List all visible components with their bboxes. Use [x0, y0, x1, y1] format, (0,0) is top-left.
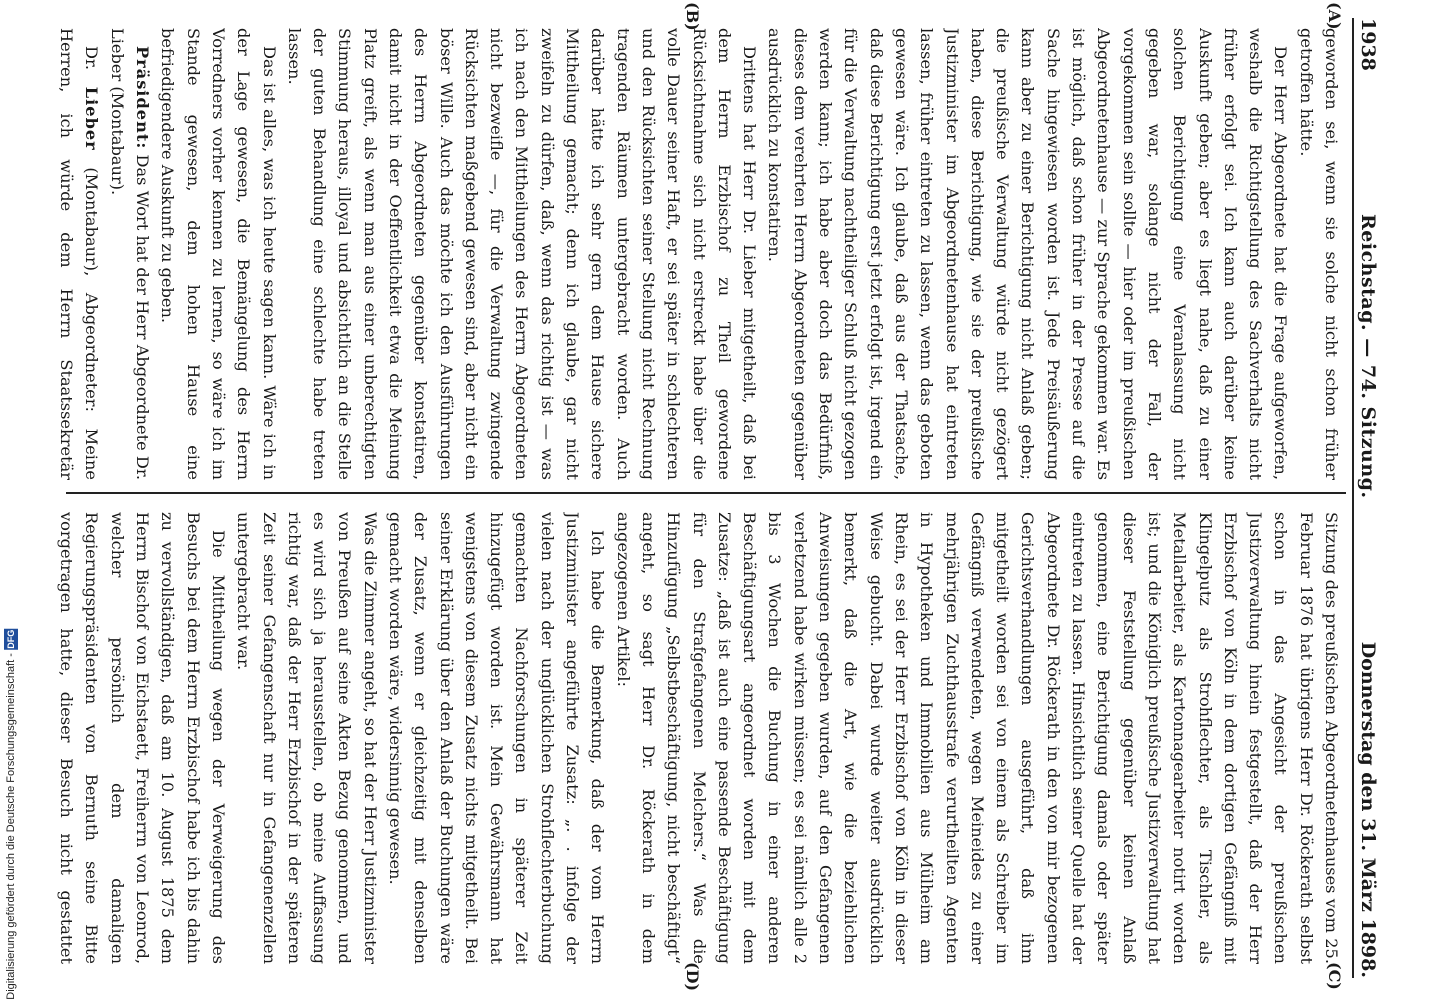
speaker-name: Präsident: [133, 46, 153, 150]
speech-text: Das Wort hat der Herr Abgeordnete Dr. Lieber (Montabaur). [107, 28, 153, 480]
paragraph: Sitzung des preußischen Abgeordnetenhauses vom 25. Februar 1876 hat übrigens Herr Dr. Röckerath selbst schon in das Angesicht der preußischen Justizverwaltung hinein festgestellt, daß der Herr Erzbischof von Köln in dem dortigen Gefängniß mit Klingelputz als Strohflechter, als Tischler, als Metallarbeiter, als Kartonnagearbeiter notirt worden ist; und die Königlich preußische Justizverwaltung hat dieser Feststellung gegenüber keinen Anlaß genommen, eine Berichtigung damals oder später eintreten zu lassen. Hinsichtlich seiner Quelle hat der Abgeordnete Dr. Röckerath in den von mir bezogenen Gerichtsverhandlungen ausgeführt, daß ihm mitgetheilt worden sei von einem als Schreiber im Gefängniß verwendeten, wegen Meineides zu einer mehrjährigen Zuchthausstrafe verurtheilten Agenten in Hypotheken und Immobilien aus Mülheim am Rhein, es sei der Herr Erzbischof von Köln in dieser Weise gebucht. Dabei wurde weiter ausdrücklich bemerkt, daß die Art, wie die beziehlichen Anweisungen gegeben wurden, auf den Gefangenen verletzend habe wirken müssen; es sei nämlich alle 2 bis 3 Wochen die Buchung in einer anderen Beschäftigungsart angeordnet worden mit dem Zusatze: „daß ist auch eine passende Beschäftigung für den Strafgefangenen Melchers.“ Was die Hinzufügung „Selbstbeschäftigung, nicht beschäftigt“ angeht, so sagt Herr Dr. Röckerath in dem angezogenen Artikel: [613, 512, 1341, 964]
margin-marker-d: (D) [683, 962, 702, 992]
newspaper-page [6, 0, 1392, 1000]
dfg-logo: DFG [6, 630, 16, 650]
column-divider [66, 492, 1346, 494]
credit-text: Digitalisierung gefördert durch die Deutsche Forschungsgemeinschaft - [5, 653, 17, 1000]
margin-marker-c: (C) [1325, 962, 1344, 990]
session-date: Donnerstag den 31. März 1898. [1357, 641, 1379, 978]
paragraph: Der Herr Abgeordnete hat die Frage aufgeworfen, weshalb die Richtigstellung des Sachverhalts nicht früher erfolgt sei. Ich kann auch darüber keine Auskunft geben; aber es liegt nahe, daß zu einer solchen Berichtigung eine Veranlassung nicht gegeben war, solange nicht der Fall, der vorgekommen sein sollte — hier oder im preußischen Abgeordnetenhause — zur Sprache gekommen war. Es ist möglich, daß schon früher in der Presse auf die Sache hingewiesen worden ist. Jede Preisäußerung kann aber zu einer Berichtigung nicht Anlaß geben; die preußische Verwaltung würde nicht gezögert haben, diese Berichtigung, wie sie der preußische Justizminister im Abgeordnetenhause hat eintreten lassen, früher eintreten zu lassen, wenn das geboten gewesen wäre. Ich glaube, daß aus der Thatsache, daß diese Berichtigung erst jetzt erfolgt ist, irgend ein für die Verwaltung nachtheiliger Schluß nicht gezogen werden kann; ich habe aber doch das Bedürfniß, dieses dem verehrten Herrn Abgeordneten gegenüber ausdrücklich zu konstatiren. [765, 28, 1291, 480]
paragraph: Drittens hat Herr Dr. Lieber mitgetheilt, daß bei dem Herrn Erzbischof zu Theil gewordene Rücksichtnahme sich nicht erstreckt habe über die volle Dauer seiner Haft, er sei später in schlechteren und den Rücksichten seiner Stellung nicht Rechnung tragenden Räumen untergebracht worden. Auch darüber hätte ich sehr gern dem Hause sichere Mittheilung gemacht; denn ich glaube, gar nicht zweifeln zu dürfen, daß, wenn das richtig ist — was ich nach den Mittheilungen des Herrn Abgeordneten nicht bezweifle —, für die Verwaltung zwingende Rücksichten maßgebend gewesen sind, aber nicht ein böser Wille. Auch das möchte ich den Ausführungen des Herrn Abgeordneten gegenüber konstatiren, damit nicht in der Oeffentlichkeit etwa die Meinung Platz greift, als wenn man aus einer unberechtigten Stimmung heraus, illoyal und absichtlich an die Stelle der guten Behandlung eine schlechte habe treten lassen. [284, 28, 760, 480]
speech-lieber [54, 28, 104, 480]
paragraph: Das ist alles, was ich heute sagen kann. Wäre ich in der Lage gewesen, die Bemängelung des Herrn Vorredners vorher kennen zu lernen, so wäre ich im Stande gewesen, dem hohen Hause eine befriedigendere Auskunft zu geben. [158, 28, 279, 480]
page-number: 1938 [1357, 18, 1379, 71]
margin-marker-b: (B) [683, 2, 702, 31]
text-column-right [54, 512, 1344, 964]
speech-president [104, 28, 155, 480]
speech-text: (Montabaur), Abgeordneter: Meine Herren, ich würde dem Herrn Staatssekretär [57, 28, 102, 480]
page-header [1352, 18, 1386, 978]
paragraph: Was die Zimmer angeht, so hat der Herr Justizminister von Preußen auf seine Akten Bezug genommen, und es wird sich ja herausstellen, ob meine Auffassung richtig war, daß der Herr Erzbischof in der späteren Zeit seiner Gefangenschaft nur in Gefangenenzellen untergebracht war. [234, 512, 380, 964]
digitization-credit [0, 0, 22, 1000]
paragraph: Die Mittheilung wegen der Verweigerung des Besuchs bei dem Herrn Erzbischof habe ich bis dahin zu vervollständigen, daß am 10. August 1875 dem Herrn Bischof von Eichstaett, Freiherrn von Leonrod, welcher persönlich dem damaligen Regierungspräsidenten von Bernuth seine Bitte vorgetragen hatte, dieser Besuch nicht gestattet [57, 512, 228, 964]
margin-marker-a: (A) [1325, 2, 1344, 30]
quoted-paragraph: Ich habe die Bemerkung, daß der vom Herrn Justizminister angeführte Zusatz: „. . infolge der vielen nach der unglücklichen Strohflechterbuchung gemachten Nachforschungen in späterer Zeit hinzugefügt worden ist. Mein Gewährsmann hat wenigstens von diesem Zusatz nichts mitgetheilt. Bei seiner Erklärung über den Anlaß der Buchungen wäre der Zusatz, wenn er gleichzeitig mit denselben gemacht worden wäre, widersinnig gewesen. [386, 512, 608, 964]
page-title: Reichstag. — 74. Sitzung. [1357, 213, 1379, 499]
speaker-name: Lieber [82, 86, 102, 151]
speaker-title: Dr. [82, 46, 102, 87]
text-column-left [54, 28, 1344, 480]
paragraph: geworden sei, wenn sie solche nicht schon früher getroffen hätte. [1296, 28, 1341, 480]
